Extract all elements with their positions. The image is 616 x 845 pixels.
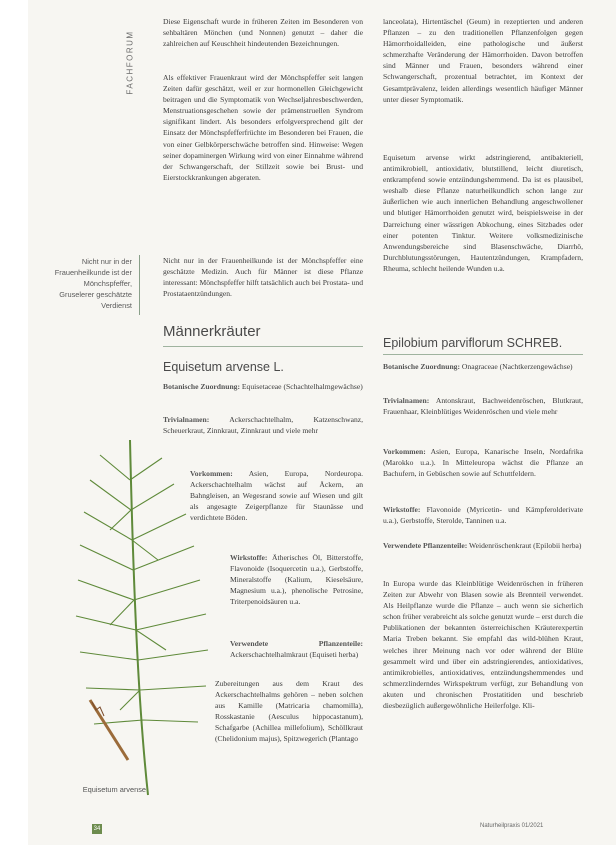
- left-paragraph-3: Nicht nur in der Frauenheilkunde ist der Mönchspfeffer eine geschätzte Medizin. Auch für Männer ist diese Pflanze interessant: Mönchspfeffer hilft tatsächlich auch bei Prostata- und Prostataentzündungen.: [163, 256, 363, 299]
- herb2-rule: [383, 354, 583, 355]
- herb2-pflanzenteile: Verwendete Pflanzenteile: Weidenröschenkraut (Epilobii herba): [383, 541, 582, 550]
- herb1-vorkommen: Vorkommen: Asien, Europa, Nordeuropa. Ackerschachtelhalm wächst auf Äckern, an Bahngleisen, an Wegesrand sowie auf Wiesen und gilt als angesagte Zeigerpflanze für Staunässe und verdichtete Böden.: [190, 469, 363, 523]
- herb2-zuordnung: Botanische Zuordnung: Onagraceae (Nachtkerzengewächse): [383, 362, 573, 371]
- margin-note: Nicht nur in der Frauenheilkunde ist der Mönchspfeffer, Gruselerer geschätzte Verdienst: [54, 257, 132, 310]
- herb2-body: In Europa wurde das Kleinblütige Weidenröschen in früheren Zeiten zur Abwehr von Blasen sowie als Brennteil verwendet. Als Heilpflanze wurde die Pflanze – auch wenn sie sicherlich schon früher verabreicht als solche genutzt wurde – erst durch die Publikationen der bekannten österreichischen Kräuterexpertin Maria Treben bekannt. Sie empfahl das wild-blühen Kraut, welches ihrer Meinung nach vor oder während der Blüte gesammelt wird und über ein adstringierendes, antioxidatives, antimikrobielles, antioxidatives, entzündungshemmendes und schmerzlinderndes Wirkspektrum verfügt, zur Behandlung von akuten und chronischen Prostatitiden und beschrieb diesbezüglich außergewöhnliche Heilerfolge. Kli-: [383, 579, 583, 711]
- section-tag: FACHFORUM: [125, 30, 135, 95]
- herb1-trivialnamen: Trivialnamen: Ackerschachtelhalm, Katzenschwanz, Scheuerkraut, Zinnkraut, Zinnkraut und viele mehr: [163, 415, 364, 436]
- section-heading: Männerkräuter: [163, 323, 261, 340]
- horsetail-illustration: [70, 420, 220, 800]
- herb1-zubereitungen: Zubereitungen aus dem Kraut des Ackerschachtelhalms gehören – neben solchen aus Kamille (Matricaria chamomilla), Rosskastanie (Aesculus hippocastanum), Schafgarbe (Achillea millefolium), Schöllkraut (Chelidonium majus), Spitzwegerich (Plantago: [215, 679, 363, 744]
- footer-issue: Naturheilpraxis 01/2021: [480, 823, 544, 829]
- page-number: 34: [93, 826, 101, 832]
- figure-caption: Equisetum arvense: [82, 785, 146, 794]
- herb1-name: Equisetum arvense L.: [163, 360, 284, 374]
- herb2-wirkstoffe: Wirkstoffe: Flavonoide (Myricetin- und Kämpferolderivate u.a.), Gerbstoffe, Sterolde, Tanninen u.a.: [383, 505, 583, 526]
- right-paragraph-1: lanceolata), Hirtentäschel (Geum) in rezeptierten und anderen Pflanzen – zu den traditionellen Pflanzenfolgen gegen Hämorrhoidalleiden, eine pathologische und äußerst schmerzhafte Veränderung der Hämorrhoiden. Davon betroffen sind Männer und Frauen, besonders während einer Schwangerschaft, prozentual betrachtet, im Kontext der Gesamtprävalenz, leiden allerdings wesentlich häufiger Männer unter dieser Symptomatik.: [383, 17, 583, 104]
- heading-rule: [163, 346, 363, 347]
- herb2-name: Epilobium parviflorum SCHREB.: [383, 336, 563, 350]
- margin-rule: [139, 255, 140, 315]
- page-left-margin: [0, 0, 28, 845]
- herb2-trivialnamen: Trivialnamen: Antonskraut, Bachweidenröschen, Blutkraut, Frauenhaar, Kleinblütiges Weidenröschen und viele mehr: [383, 396, 583, 417]
- right-paragraph-2: Equisetum arvense wirkt adstringierend, antibakteriell, antimikrobiell, antioxidativ, blutstillend, leicht diuretisch, entkrampfend sowie entzündungshemmend. Da ist es plausibel, weshalb diese Pflanze naturheilkundlich schon lange zur äußerlichen wie auch innerlichen Behandlung angeschwollener und blutiger Hämorrhoiden genutzt wird, beispielsweise in der Darreichung einer wässrigen Abkochung, eines Sitzbades oder einer potenten Tinktur. Weitere volksmedizinische Anwendungsbereiche sind Blasenschwäche, Diarrhö, Durchblutungsstörungen, Hautentzündungen, Krampfadern, Rheuma, schlecht heilende Wunden u.a.: [383, 153, 583, 273]
- left-paragraph-2: Als effektiver Frauenkraut wird der Mönchspfeffer seit langen Zeiten dafür geschätzt, weil er zur hormonellen Gleichgewicht beitragen und die Symptomatik von Wechseljahresbeschwerden, Menstruationsgeschehen sowie der prämenstruellen Syndrom signifikant lindert. Als besonders erfolgversprechend gilt der Einsatz der Mönchspfefferfrüchte im Besonderen bei Frauen, die von einer Gelbkörperschwäche betroffen sind. Hinweise: Wegen seiner dopaminergen Wirkung wird von einer Einnahme während der Schwangerschaft, der Stillzeit sowie bei Brust- und Eierstockkrankungen abgeraten.: [163, 73, 363, 182]
- herb2-vorkommen: Vorkommen: Asien, Europa, Kanarische Inseln, Nordafrika (Marokko u.a.). In Mitteleuropa wächst die Pflanze an Bachufern, in Gebüschen sowie auf Schuttfeldern.: [383, 447, 583, 479]
- herb1-pflanzenteile: Verwendete Pflanzenteile: Ackerschachtelhalmkraut (Equiseti herba): [230, 639, 363, 660]
- herb1-wirkstoffe: Wirkstoffe: Ätherisches Öl, Bitterstoffe, Flavonoide (Isoquercetin u.a.), Gerbstoffe, Mineralstoffe (Kalium, Kieselsäure, Magnesium u.a.), phenolische Petrosine, Triterpenoidsäuren u.a.: [230, 553, 363, 607]
- left-paragraph-1: Diese Eigenschaft wurde in früheren Zeiten im Besonderen von sehbaltären Mönchen (und Nonnen) genutzt – daher die zahlreichen auf Keuschheit hindeutenden Bezeichnungen.: [163, 17, 363, 49]
- herb1-zuordnung: Botanische Zuordnung: Equisetaceae (Schachtelhalmgewächse): [163, 382, 363, 391]
